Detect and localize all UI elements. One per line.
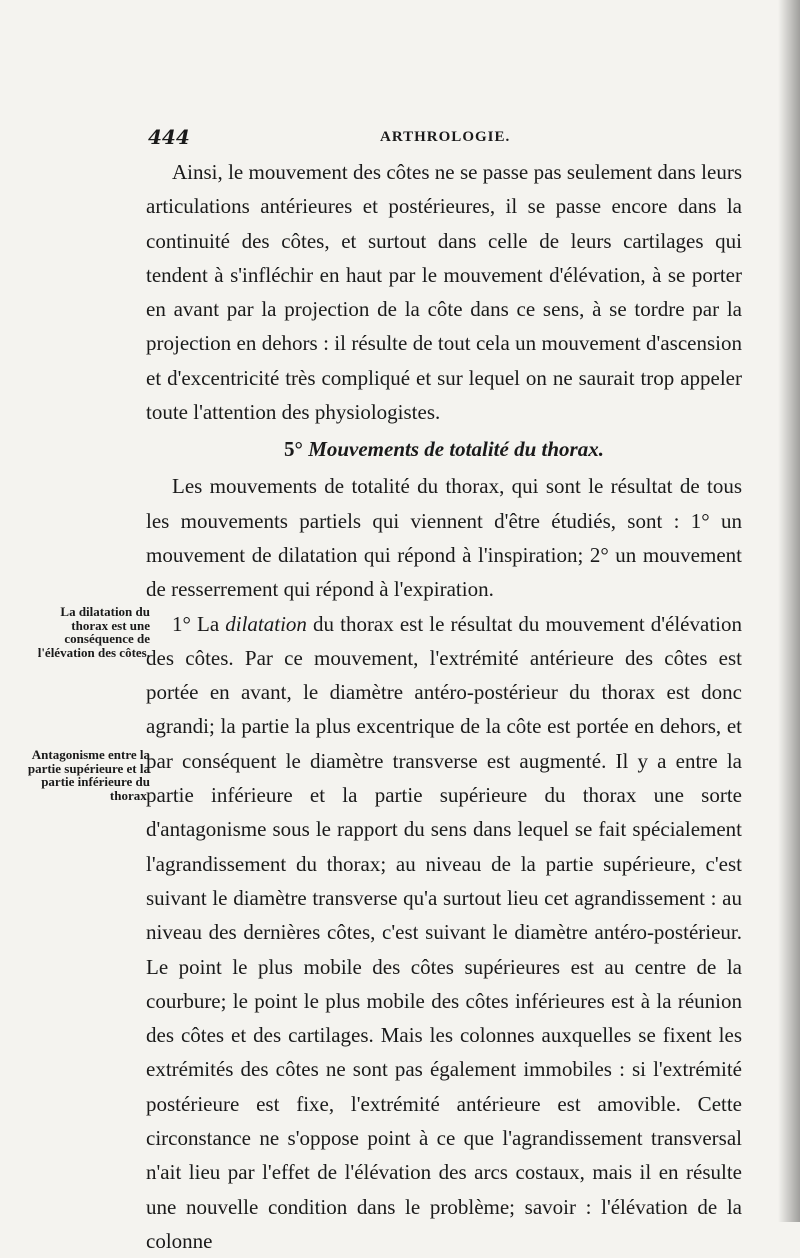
main-text: [146, 155, 742, 1258]
margin-note-antagonisme: Antagonisme entre la partie supérieure et la partie inférieure du thorax.: [27, 747, 150, 803]
paragraph-dilatation-rest: du thorax est le résultat du mouvement d'élévation des côtes. Par ce mouvement, l'extrémité antérieure des côtes est portée en avant, le diamètre antéro-postérieur du thorax est donc agrandi; la partie la plus excentrique de la côte est portée en dehors, et par conséquent le diamètre transverse est augmenté. Il y a entre la partie inférieure et la partie supérieure du thorax une sorte d'antagonisme sous le rapport du sens dans lequel se fait spécialement l'agrandissement du thorax; au niveau de la partie supérieure, c'est suivant le diamètre transverse qu'a surtout lieu cet agrandissement : au niveau des dernières côtes, c'est suivant le diamètre antéro-postérieur. Le point le plus mobile des côtes supérieures est au centre de la courbure; le point le plus mobile des côtes inférieures est à la réunion des côtes et des cartilages. Mais les colonnes auxquelles se fixent les extrémités des côtes ne sont pas également immobiles : si l'extrémité postérieure est fixe, l'extrémité antérieure est amovible. Cette circonstance ne s'oppose point à ce que l'agrandissement transversal n'ait lieu par l'effet de l'élévation des arcs costaux, mais il en résulte une nouvelle condition dans le problème; savoir : l'élévation de la colonne: [146, 611, 742, 1253]
paragraph-dilatation-italic: dilatation: [225, 611, 307, 636]
paragraph-dilatation-start: 1° La: [172, 611, 226, 636]
running-head: ARTHROLOGIE.: [380, 129, 511, 145]
paragraph-total-movements: Les mouvements de totalité du thorax, qui sont le résultat de tous les mouvements partiels qui viennent d'être étudiés, sont : 1° un mouvement de dilatation qui répond à l'inspiration; 2° un mouvement de resserrement qui répond à l'expiration.: [146, 474, 742, 602]
section-title: Mouvements de totalité du thorax.: [308, 437, 604, 462]
section-number: 5°: [284, 437, 303, 462]
margin-note-dilatation: La dilatation du thorax est une conséquence de l'élévation des côtes.: [37, 604, 150, 660]
paragraph-dilatation: [146, 607, 742, 1258]
paragraph-ribs-movement: Ainsi, le mouvement des côtes ne se passe pas seulement dans leurs articulations antérieures et postérieures, il se passe encore dans la continuité des côtes, et surtout dans celle de leurs cartilages qui tendent à s'infléchir en haut par le mouvement d'élévation, à se porter en avant par la projection de la côte dans ce sens, à se tordre par la projection en dehors : il résulte de tout cela un mouvement d'ascension et d'excentricité très compliqué et sur lequel on ne saurait trop appeler toute l'attention des physiologistes.: [146, 160, 742, 425]
page-header: [148, 125, 740, 153]
section-heading: [146, 429, 742, 469]
page-spine-shadow: [778, 0, 800, 1222]
page-number: 444: [148, 125, 190, 149]
